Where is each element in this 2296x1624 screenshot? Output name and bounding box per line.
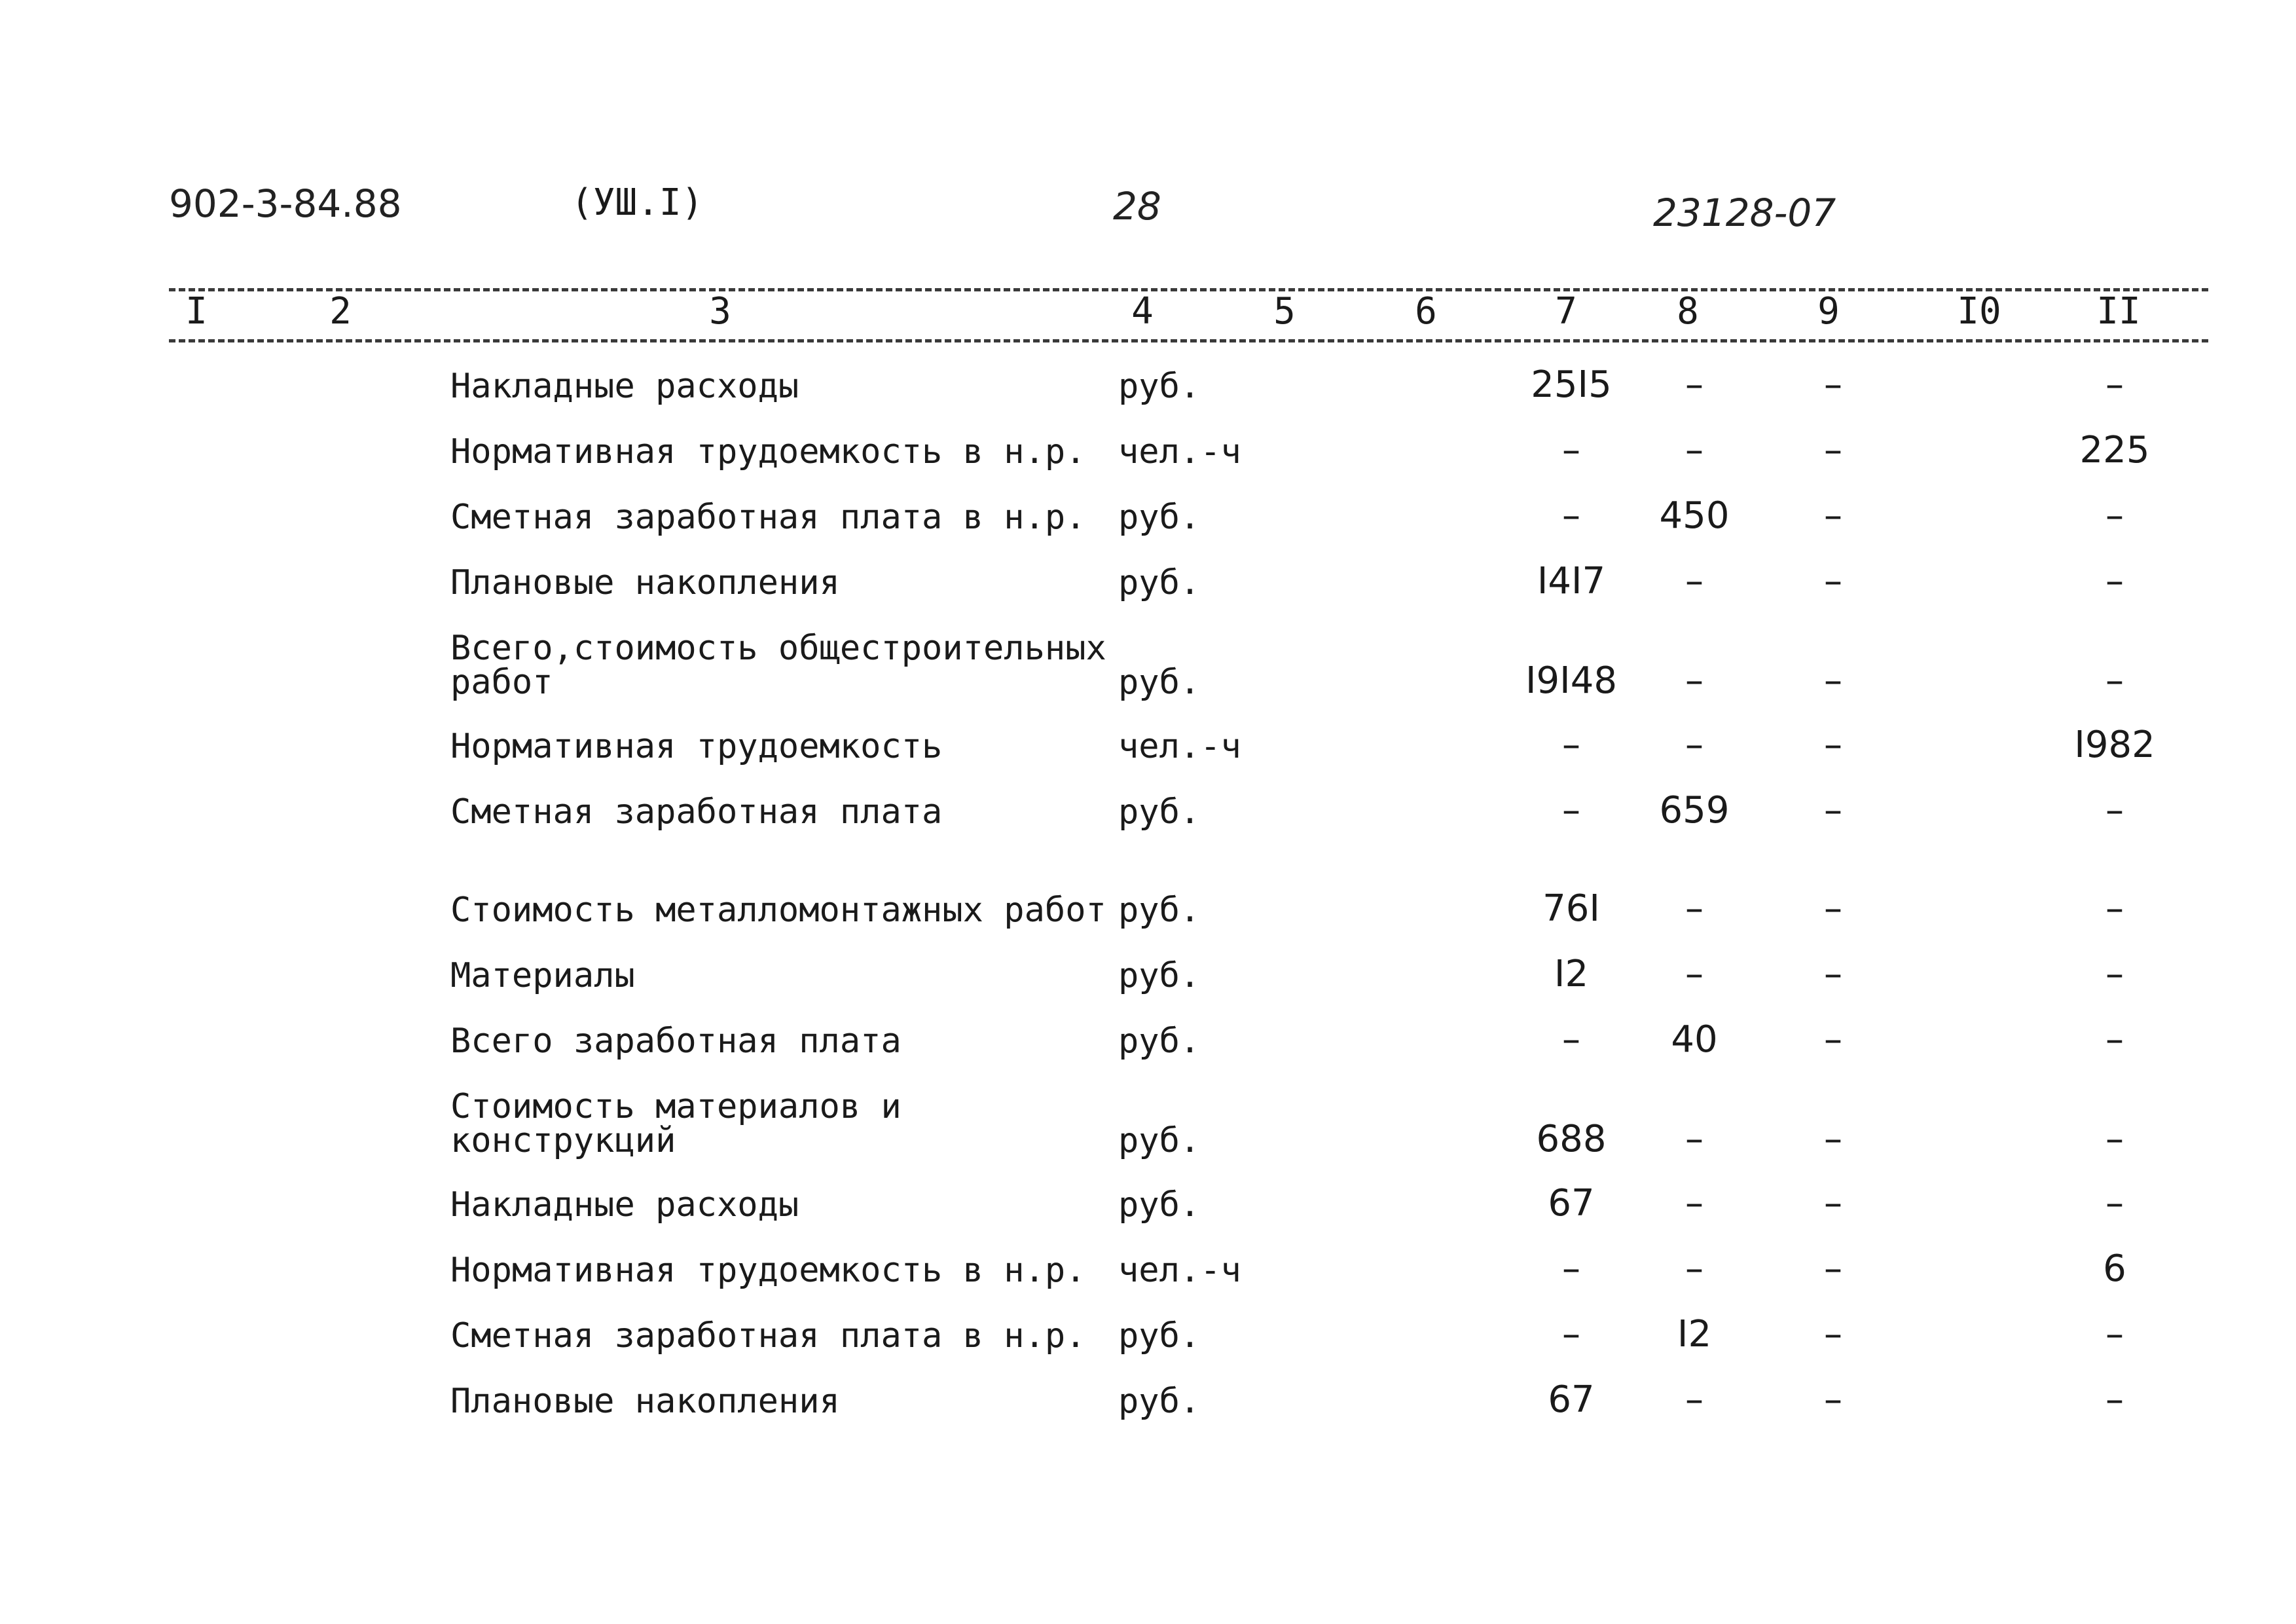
- unit-cell: руб.: [1118, 367, 1201, 406]
- value-cell-c9: –: [1824, 1118, 1842, 1160]
- value-cell-c7: –: [1562, 789, 1580, 832]
- column-number: I0: [1957, 290, 2001, 333]
- document-code: 902-3-84.88: [169, 181, 402, 226]
- item-name: Плановые накопления: [450, 1382, 840, 1421]
- value-cell-c7: –: [1562, 1018, 1580, 1061]
- unit-cell: руб.: [1118, 498, 1201, 537]
- table-row: [0, 887, 2296, 959]
- item-name: Стоимость металломонтажных работ: [450, 891, 1106, 930]
- value-cell-c9: –: [1824, 1018, 1842, 1061]
- value-cell-c9: –: [1824, 1313, 1842, 1356]
- section-label: (УШ.I): [571, 181, 704, 224]
- value-cell-c11: –: [2105, 494, 2124, 537]
- column-number: I: [185, 290, 208, 333]
- item-name: Накладные расходы: [450, 367, 799, 406]
- header-bottom-rule: [169, 339, 2208, 342]
- value-cell-c11: –: [2105, 560, 2124, 602]
- value-cell-c11: –: [2105, 1118, 2124, 1160]
- value-cell-c9: –: [1824, 1378, 1842, 1421]
- value-cell-c8: –: [1685, 887, 1704, 930]
- value-cell-c11: –: [2105, 1313, 2124, 1356]
- table-row: [0, 560, 2296, 631]
- value-cell-c11: 6: [2103, 1247, 2126, 1290]
- value-cell-c9: –: [1824, 789, 1842, 832]
- column-number: 3: [709, 290, 731, 333]
- value-cell-c9: –: [1824, 887, 1842, 930]
- item-name: Сметная заработная плата в н.р.: [450, 1316, 1086, 1356]
- item-name: Материалы: [450, 956, 635, 995]
- item-name: Сметная заработная плата: [450, 792, 943, 832]
- table-row: [0, 429, 2296, 500]
- table-row: [0, 1182, 2296, 1253]
- unit-cell: руб.: [1118, 792, 1201, 832]
- value-cell-c11: –: [2105, 953, 2124, 995]
- table-row: [0, 1313, 2296, 1384]
- item-name: Нормативная трудоемкость: [450, 727, 943, 766]
- unit-cell: руб.: [1118, 1316, 1201, 1356]
- value-cell-c9: –: [1824, 1182, 1842, 1225]
- value-cell-c8: 659: [1659, 789, 1730, 832]
- value-cell-c11: –: [2105, 789, 2124, 832]
- value-cell-c8: –: [1685, 1247, 1704, 1290]
- table-row: [0, 629, 2296, 702]
- unit-cell: руб.: [1118, 563, 1201, 602]
- value-cell-c7: –: [1562, 429, 1580, 471]
- unit-cell: чел.-ч: [1118, 727, 1241, 766]
- unit-cell: чел.-ч: [1118, 1251, 1241, 1290]
- value-cell-c9: –: [1824, 429, 1842, 471]
- table-row: [0, 1087, 2296, 1160]
- value-cell-c9: –: [1824, 953, 1842, 995]
- unit-cell: руб.: [1118, 663, 1201, 702]
- value-cell-c7: 76I: [1542, 887, 1600, 930]
- value-cell-c7: –: [1562, 1313, 1580, 1356]
- table-row: [0, 1247, 2296, 1319]
- value-cell-c8: –: [1685, 1118, 1704, 1160]
- value-cell-c9: –: [1824, 659, 1842, 702]
- registration-number: 23128-07: [1653, 191, 1836, 235]
- table-row: [0, 953, 2296, 1024]
- unit-cell: руб.: [1118, 1382, 1201, 1421]
- value-cell-c11: –: [2105, 1378, 2124, 1421]
- value-cell-c7: –: [1562, 1247, 1580, 1290]
- value-cell-c9: –: [1824, 560, 1842, 602]
- column-number: 9: [1817, 290, 1840, 333]
- value-cell-c8: 40: [1671, 1018, 1718, 1061]
- table-row: [0, 1018, 2296, 1090]
- value-cell-c7: –: [1562, 494, 1580, 537]
- header-top-rule: [169, 288, 2208, 291]
- item-name: Сметная заработная плата в н.р.: [450, 498, 1086, 537]
- column-number: 7: [1555, 290, 1577, 333]
- table-row: [0, 1378, 2296, 1450]
- value-cell-c11: –: [2105, 1182, 2124, 1225]
- value-cell-c11: I982: [2074, 724, 2155, 766]
- column-number: 5: [1273, 290, 1296, 333]
- column-number: 6: [1415, 290, 1437, 333]
- value-cell-c7: I2: [1554, 953, 1589, 995]
- table-row: [0, 789, 2296, 860]
- value-cell-c8: –: [1685, 429, 1704, 471]
- table-row: [0, 724, 2296, 795]
- value-cell-c9: –: [1824, 363, 1842, 406]
- column-number: 2: [329, 290, 352, 333]
- value-cell-c7: I4I7: [1537, 560, 1606, 602]
- item-name: Всего заработная плата: [450, 1022, 902, 1061]
- unit-cell: руб.: [1118, 1121, 1201, 1160]
- value-cell-c11: –: [2105, 363, 2124, 406]
- value-cell-c7: –: [1562, 724, 1580, 766]
- value-cell-c11: –: [2105, 659, 2124, 702]
- unit-cell: руб.: [1118, 1185, 1201, 1225]
- value-cell-c8: 450: [1659, 494, 1730, 537]
- unit-cell: руб.: [1118, 891, 1201, 930]
- value-cell-c8: –: [1685, 1182, 1704, 1225]
- value-cell-c9: –: [1824, 724, 1842, 766]
- value-cell-c9: –: [1824, 1247, 1842, 1290]
- value-cell-c8: –: [1685, 1378, 1704, 1421]
- column-number: 8: [1677, 290, 1699, 333]
- column-number: II: [2096, 290, 2141, 333]
- item-name: Нормативная трудоемкость в н.р.: [450, 1251, 1086, 1290]
- value-cell-c7: 688: [1536, 1118, 1607, 1160]
- value-cell-c11: –: [2105, 1018, 2124, 1061]
- value-cell-c8: –: [1685, 953, 1704, 995]
- unit-cell: чел.-ч: [1118, 432, 1241, 471]
- value-cell-c7: 67: [1548, 1378, 1595, 1421]
- item-name: Накладные расходы: [450, 1185, 799, 1225]
- item-name: Нормативная трудоемкость в н.р.: [450, 432, 1086, 471]
- unit-cell: руб.: [1118, 1022, 1201, 1061]
- value-cell-c8: –: [1685, 659, 1704, 702]
- item-name: Плановые накопления: [450, 563, 840, 602]
- item-name: Стоимость материалов и конструкций: [450, 1087, 902, 1160]
- value-cell-c9: –: [1824, 494, 1842, 537]
- value-cell-c8: I2: [1677, 1313, 1712, 1356]
- value-cell-c8: –: [1685, 560, 1704, 602]
- column-number: 4: [1131, 290, 1154, 333]
- table-row: [0, 494, 2296, 566]
- item-name: Всего,стоимость общестроительных работ: [450, 629, 1106, 702]
- value-cell-c8: –: [1685, 363, 1704, 406]
- value-cell-c7: 67: [1548, 1182, 1595, 1225]
- value-cell-c8: –: [1685, 724, 1704, 766]
- value-cell-c11: 225: [2079, 429, 2150, 471]
- value-cell-c11: –: [2105, 887, 2124, 930]
- unit-cell: руб.: [1118, 956, 1201, 995]
- value-cell-c7: I9I48: [1525, 659, 1617, 702]
- page-number: 28: [1113, 184, 1161, 229]
- value-cell-c7: 25I5: [1531, 363, 1612, 406]
- table-row: [0, 363, 2296, 435]
